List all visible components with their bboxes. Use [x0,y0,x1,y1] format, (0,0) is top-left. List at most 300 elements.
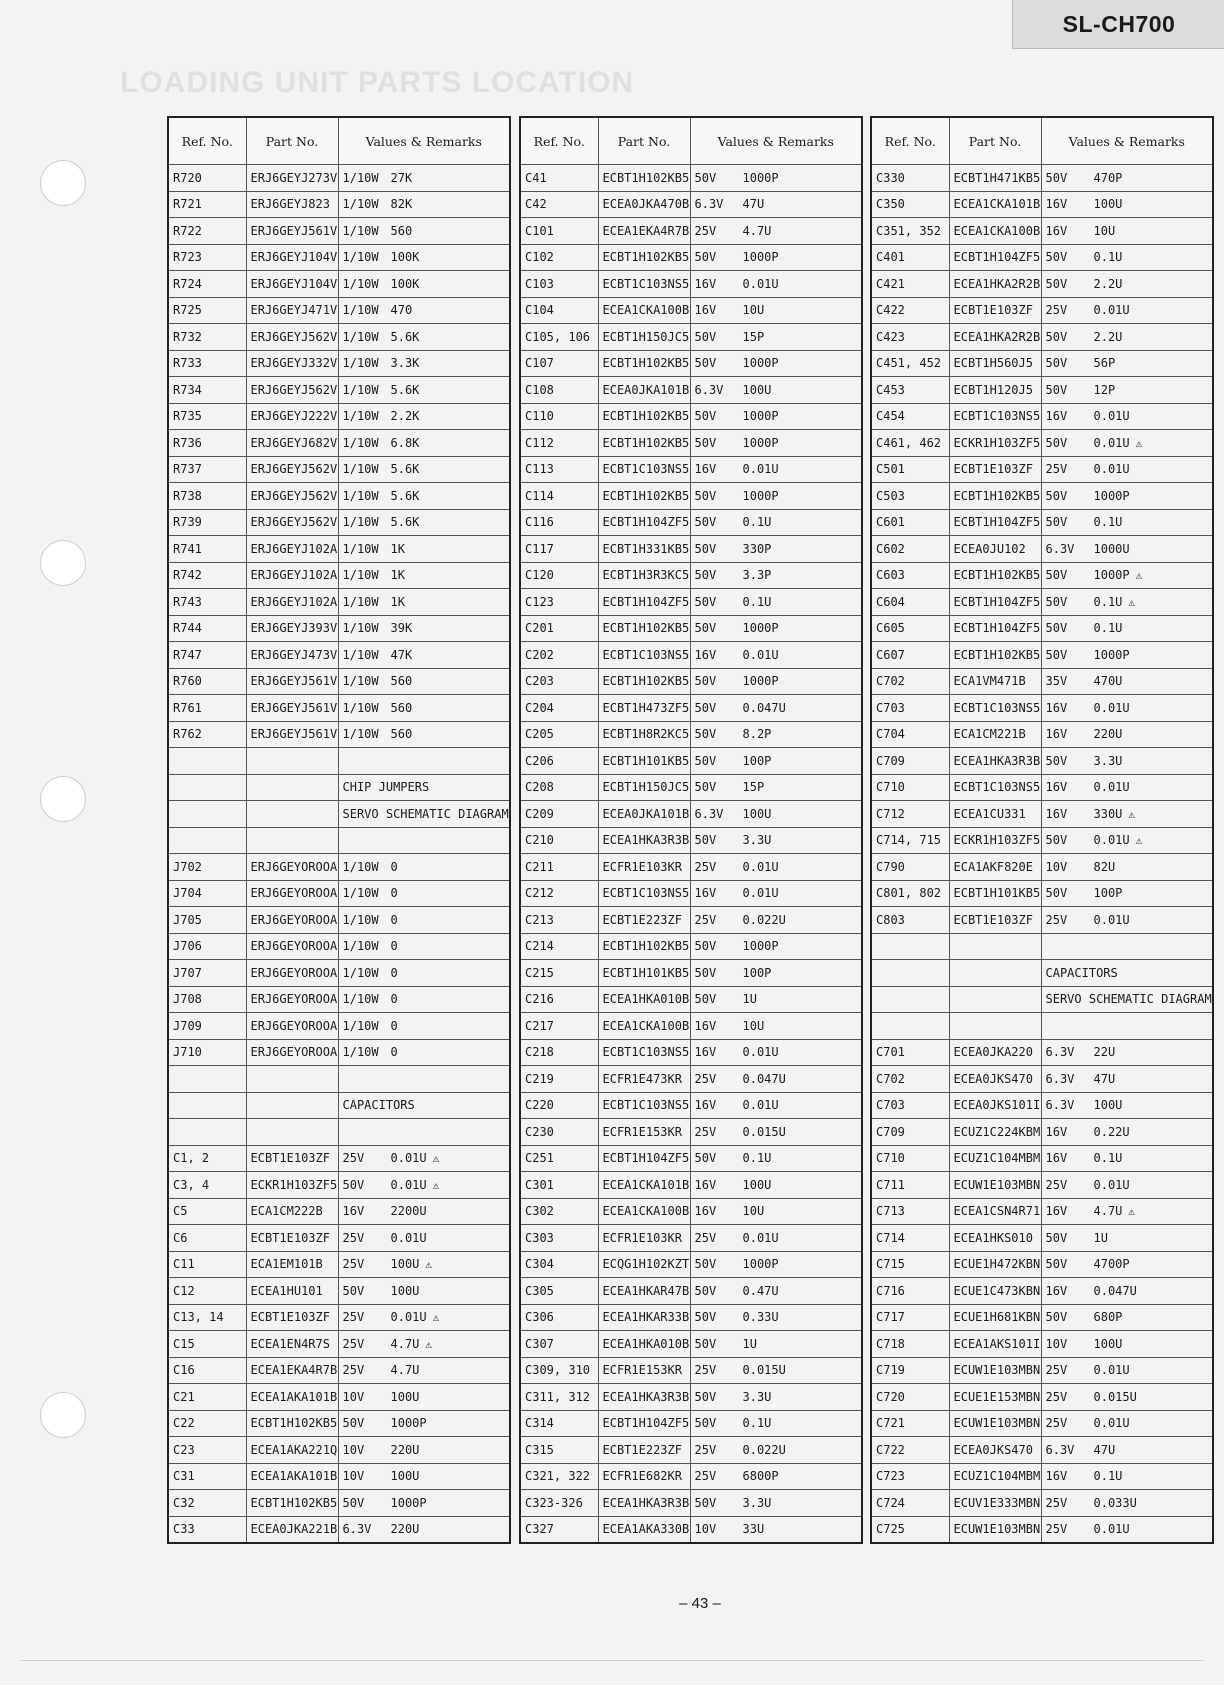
table-row [871,615,1213,642]
rating: 1/10W [342,594,379,609]
table-row [871,933,1213,960]
value-remarks [690,1384,862,1411]
ref-no: C13, 14 [168,1304,246,1331]
value: 0 [390,992,398,1007]
value-remarks [690,1092,862,1119]
table-row [520,1437,862,1464]
value-remarks [690,430,862,457]
value-remarks [1041,165,1213,192]
table-row [168,271,510,298]
value-remarks [1041,721,1213,748]
safety-warning-icon: ⚠ [1128,595,1136,609]
value: 0.47U [742,1283,779,1298]
ref-no: C715 [871,1251,949,1278]
value-remarks [690,1357,862,1384]
section-heading: CAPACITORS [1041,960,1213,987]
value: 0.33U [742,1310,779,1325]
value-remarks [690,562,862,589]
rating: 10V [342,1469,365,1484]
rating: 1/10W [342,303,379,318]
ref-no: C350 [871,191,949,218]
part-no: ECBT1H150JC5 [598,324,690,351]
ref-no: C220 [520,1092,598,1119]
ref-no: C603 [871,562,949,589]
safety-warning-icon: ⚠ [432,1152,440,1166]
value: 4.7U [1093,1204,1123,1219]
value: 39K [390,621,413,636]
table-row [871,774,1213,801]
value-remarks [690,933,862,960]
part-no: ERJ6GEYJ393V [246,615,338,642]
ref-no [871,960,949,987]
ref-no: R720 [168,165,246,192]
value: 0.047U [1093,1283,1137,1298]
rating: 50V [694,700,717,715]
ref-no: C714, 715 [871,827,949,854]
value-remarks [1041,1066,1213,1093]
rating: 16V [1045,727,1068,742]
ref-no: R744 [168,615,246,642]
part-no: ECEA0JKA470B [598,191,690,218]
table-row [168,1410,510,1437]
rating: 1/10W [342,462,379,477]
value: 1000P [390,1416,427,1431]
part-no [949,986,1041,1013]
ref-no: C605 [871,615,949,642]
value-remarks [338,509,510,536]
model-number: SL-CH700 [1062,10,1176,37]
ref-no: C423 [871,324,949,351]
rating: 10V [342,1442,365,1457]
table-row [520,1251,862,1278]
table-row [168,854,510,881]
value-remarks [338,695,510,722]
table-row [871,244,1213,271]
rating: 25V [694,859,717,874]
table-row [871,1463,1213,1490]
value: 0.01U [390,1310,427,1325]
part-no: ECBT1H8R2KC5 [598,721,690,748]
value-remarks [1041,774,1213,801]
table-row [168,1331,510,1358]
part-no: ECBT1E103ZF [949,456,1041,483]
table-row [871,695,1213,722]
value-remarks [690,880,862,907]
rating: 6.3V [694,197,724,212]
table-row [520,1013,862,1040]
value-remarks [690,1066,862,1093]
ref-no: C23 [168,1437,246,1464]
part-no: ECUW1E103MBN [949,1172,1041,1199]
part-no: ECEA1CKA101B [949,191,1041,218]
part-no: ERJ6GEYJ561V [246,721,338,748]
safety-warning-icon: ⚠ [1128,1205,1136,1219]
table-row [871,509,1213,536]
value: 1000U [1093,541,1130,556]
ref-no: C104 [520,297,598,324]
rating: 25V [694,1230,717,1245]
ref-no: C722 [871,1437,949,1464]
value-remarks [690,1119,862,1146]
value: 0.015U [742,1363,786,1378]
part-no: ECBT1H104ZF5 [598,1410,690,1437]
part-no: ECA1AKF820E [949,854,1041,881]
values-column-header: Values & Remarks [690,117,862,165]
value-remarks [690,350,862,377]
rating: 1/10W [342,409,379,424]
value: 100U [1093,1336,1123,1351]
part-no: ECEA0JKS470 [949,1066,1041,1093]
value: 100U [742,382,772,397]
ref-no: C716 [871,1278,949,1305]
part-no: ECEA1HKA3R3B [949,748,1041,775]
value: 330U [1093,806,1123,821]
part-no: ECEA1AKA101B [246,1384,338,1411]
table-row [520,1066,862,1093]
table-row [520,324,862,351]
value-remarks [1041,1463,1213,1490]
ref-no: C714 [871,1225,949,1252]
ref-no: C117 [520,536,598,563]
part-no: ECUE1E153MBN [949,1384,1041,1411]
rating: 50V [342,1177,365,1192]
value: 0.01U [742,647,779,662]
part-no: ERJ6GEYJ562V [246,377,338,404]
table-row [520,827,862,854]
ref-no: C601 [871,509,949,536]
ref-no: C217 [520,1013,598,1040]
table-row [871,907,1213,934]
part-no: ECBT1H102KB5 [598,933,690,960]
table-row [871,1013,1213,1040]
ref-no: C710 [871,774,949,801]
rating: 50V [694,1257,717,1272]
part-no: ECFR1E153KR [598,1357,690,1384]
table-row [168,960,510,987]
value-remarks [1041,589,1213,616]
value: 330P [742,541,772,556]
ref-no: J710 [168,1039,246,1066]
rating: 50V [1045,886,1068,901]
value: 220U [390,1442,420,1457]
ref-no: R721 [168,191,246,218]
table-row [168,1066,510,1093]
part-no: ERJ6GEYJ273V [246,165,338,192]
part-no: ECBT1C103NS5 [598,1092,690,1119]
value-remarks [1041,1198,1213,1225]
rating: 1/10W [342,382,379,397]
value-remarks [338,907,510,934]
part-no: ECEA1HU101 [246,1278,338,1305]
value-remarks [338,1437,510,1464]
ref-no: C422 [871,297,949,324]
value-remarks [1041,324,1213,351]
section-heading: SERVO SCHEMATIC DIAGRAM [338,801,510,828]
table-row [168,1145,510,1172]
ref-no: R732 [168,324,246,351]
ref-no: C321, 322 [520,1463,598,1490]
part-no [949,960,1041,987]
part-no: ECEA1CKA100B [949,218,1041,245]
value: 5.6K [390,462,420,477]
table-header-row [168,117,510,165]
part-no: ECBT1C103NS5 [598,456,690,483]
value-remarks [338,1066,510,1093]
rating: 25V [694,1469,717,1484]
table-row [168,297,510,324]
value: 100U [390,1283,420,1298]
ref-no: C206 [520,748,598,775]
value-remarks [1041,668,1213,695]
rating: 25V [342,1230,365,1245]
value: 100K [390,276,420,291]
value-remarks [338,960,510,987]
table-row [871,668,1213,695]
table-row [520,1119,862,1146]
value: 1000P [742,674,779,689]
ref-no: C723 [871,1463,949,1490]
value: 560 [390,700,413,715]
table-row [871,562,1213,589]
part-no: ECBT1E103ZF [949,907,1041,934]
ref-no [168,801,246,828]
value: 0.01U [390,1230,427,1245]
table-row [520,509,862,536]
rating: 50V [694,674,717,689]
rating: 50V [1045,1310,1068,1325]
rating: 25V [1045,1522,1068,1537]
ref-no [168,827,246,854]
part-no: ECEA0JKA220 [949,1039,1041,1066]
footer-rule [20,1660,1204,1661]
rating: 1/10W [342,1018,379,1033]
table-row [520,297,862,324]
rating: 10V [1045,859,1068,874]
value-remarks [338,1172,510,1199]
rating: 1/10W [342,435,379,450]
value: 0.1U [1093,621,1123,636]
part-no: ERJ6GEYOROOA [246,880,338,907]
rating: 1/10W [342,197,379,212]
value: 0.1U [1093,250,1123,265]
rating: 6.3V [694,806,724,821]
table-row [871,986,1213,1013]
part-no: ECBT1C103NS5 [949,695,1041,722]
table-row [871,1039,1213,1066]
table-row [168,403,510,430]
part-no: ECUZ1C224KBM [949,1119,1041,1146]
value-remarks [690,324,862,351]
value: 82U [1093,859,1116,874]
value-remarks [1041,1304,1213,1331]
ref-no: J707 [168,960,246,987]
rating: 50V [694,541,717,556]
value: 0.01U [390,1151,427,1166]
value: 47U [742,197,765,212]
rating: 16V [694,1177,717,1192]
rating: 25V [1045,303,1068,318]
ref-no: C215 [520,960,598,987]
table-row [168,827,510,854]
safety-warning-icon: ⚠ [1135,834,1143,848]
rating: 10V [342,1389,365,1404]
rating: 50V [1045,435,1068,450]
ref-no: C230 [520,1119,598,1146]
value-remarks [690,774,862,801]
table-row [520,695,862,722]
section-title: LOADING UNIT PARTS LOCATION [120,66,635,99]
value: 0.01U [742,276,779,291]
part-no: ERJ6GEYOROOA [246,854,338,881]
table-row [871,721,1213,748]
value-remarks [690,297,862,324]
table-row [520,271,862,298]
ref-no: C720 [871,1384,949,1411]
ref-no: C210 [520,827,598,854]
value: 0.01U [742,1230,779,1245]
value-remarks [338,1516,510,1543]
value: 4.7U [390,1363,420,1378]
part-no: ERJ6GEYOROOA [246,960,338,987]
value: 10U [1093,223,1116,238]
rating: 1/10W [342,329,379,344]
value: 0.1U [742,594,772,609]
value: 0.01U [742,462,779,477]
value-remarks [338,1304,510,1331]
part-no: ECBT1C103NS5 [598,642,690,669]
ref-no: C725 [871,1516,949,1543]
ref-no: R742 [168,562,246,589]
part-no [246,801,338,828]
table-row [520,1357,862,1384]
rating: 50V [694,1310,717,1325]
value-remarks [1041,1437,1213,1464]
part-no: ECEA1CKA100B [598,1198,690,1225]
value: 0.047U [742,1071,786,1086]
ref-no: C607 [871,642,949,669]
rating: 1/10W [342,170,379,185]
part-no: ECBT1H102KB5 [598,403,690,430]
ref-no: C330 [871,165,949,192]
value: 1000P [742,170,779,185]
table-row [520,430,862,457]
part-no: ECQG1H102KZT [598,1251,690,1278]
section-heading: CAPACITORS [338,1092,510,1119]
part-no: ECUW1E103MBN [949,1410,1041,1437]
ref-no: C721 [871,1410,949,1437]
table-row [168,801,510,828]
value: 0.01U [1093,435,1130,450]
ref-column-header: Ref. No. [871,117,949,165]
value-remarks [1041,456,1213,483]
value-remarks [338,933,510,960]
rating: 6.3V [1045,541,1075,556]
rating: 1/10W [342,250,379,265]
table-row [520,1384,862,1411]
part-no: ECBT1E103ZF [949,297,1041,324]
table-row [168,456,510,483]
value: 0.01U [1093,700,1130,715]
table-row [168,562,510,589]
table-row [168,1092,510,1119]
value-remarks [690,721,862,748]
table-row [871,218,1213,245]
table-row [520,668,862,695]
part-no: ERJ6GEYOROOA [246,1013,338,1040]
ref-no: C301 [520,1172,598,1199]
part-no: ECBT1H104ZF5 [949,244,1041,271]
rating: 16V [1045,1204,1068,1219]
part-no [246,1066,338,1093]
value-remarks [690,509,862,536]
rating: 6.3V [1045,1442,1075,1457]
value: 0.01U [1093,462,1130,477]
value: 0.01U [1093,780,1130,795]
table-row [520,748,862,775]
table-row [520,1463,862,1490]
value: 3.3P [742,568,772,583]
value: 1000P [1093,488,1130,503]
safety-warning-icon: ⚠ [425,1337,433,1351]
ref-no: C21 [168,1384,246,1411]
part-no: ECEA1HKA3R3B [598,1384,690,1411]
rating: 25V [1045,912,1068,927]
part-no: ERJ6GEYJ332V [246,350,338,377]
part-no: ECBT1H3R3KC5 [598,562,690,589]
rating: 1/10W [342,992,379,1007]
rating: 25V [342,1336,365,1351]
part-no: ECBT1H102KB5 [246,1410,338,1437]
value: 1K [390,594,405,609]
value-remarks [690,403,862,430]
safety-warning-icon: ⚠ [1135,569,1143,583]
part-no: ECBT1H102KB5 [598,668,690,695]
table-row [520,1198,862,1225]
value: 100U [742,806,772,821]
ref-no: C602 [871,536,949,563]
ref-no: C501 [871,456,949,483]
value-remarks [1041,1013,1213,1040]
ref-no: C323-326 [520,1490,598,1517]
ref-column-header: Ref. No. [520,117,598,165]
part-no: ECEA0JKS470 [949,1437,1041,1464]
part-no: ERJ6GEYJ562V [246,509,338,536]
value-remarks [1041,1092,1213,1119]
rating: 50V [694,939,717,954]
ref-no: R739 [168,509,246,536]
ref-no: C42 [520,191,598,218]
value: 0 [390,1018,398,1033]
value: 560 [390,223,413,238]
rating: 25V [342,1310,365,1325]
parts-table-3 [870,116,1212,1544]
part-no: ECEA1EN4R7S [246,1331,338,1358]
rating: 16V [1045,1151,1068,1166]
value: 1000P [742,409,779,424]
part-no: ERJ6GEYJ102A [246,562,338,589]
ref-no: C801, 802 [871,880,949,907]
ref-no: J702 [168,854,246,881]
value-remarks [1041,1357,1213,1384]
ref-no: C703 [871,1092,949,1119]
rating: 25V [1045,1495,1068,1510]
part-no: ERJ6GEYJ561V [246,218,338,245]
table-row [168,615,510,642]
part-no [246,1092,338,1119]
table-row [871,801,1213,828]
value-remarks [338,1198,510,1225]
value: 0.01U [742,886,779,901]
